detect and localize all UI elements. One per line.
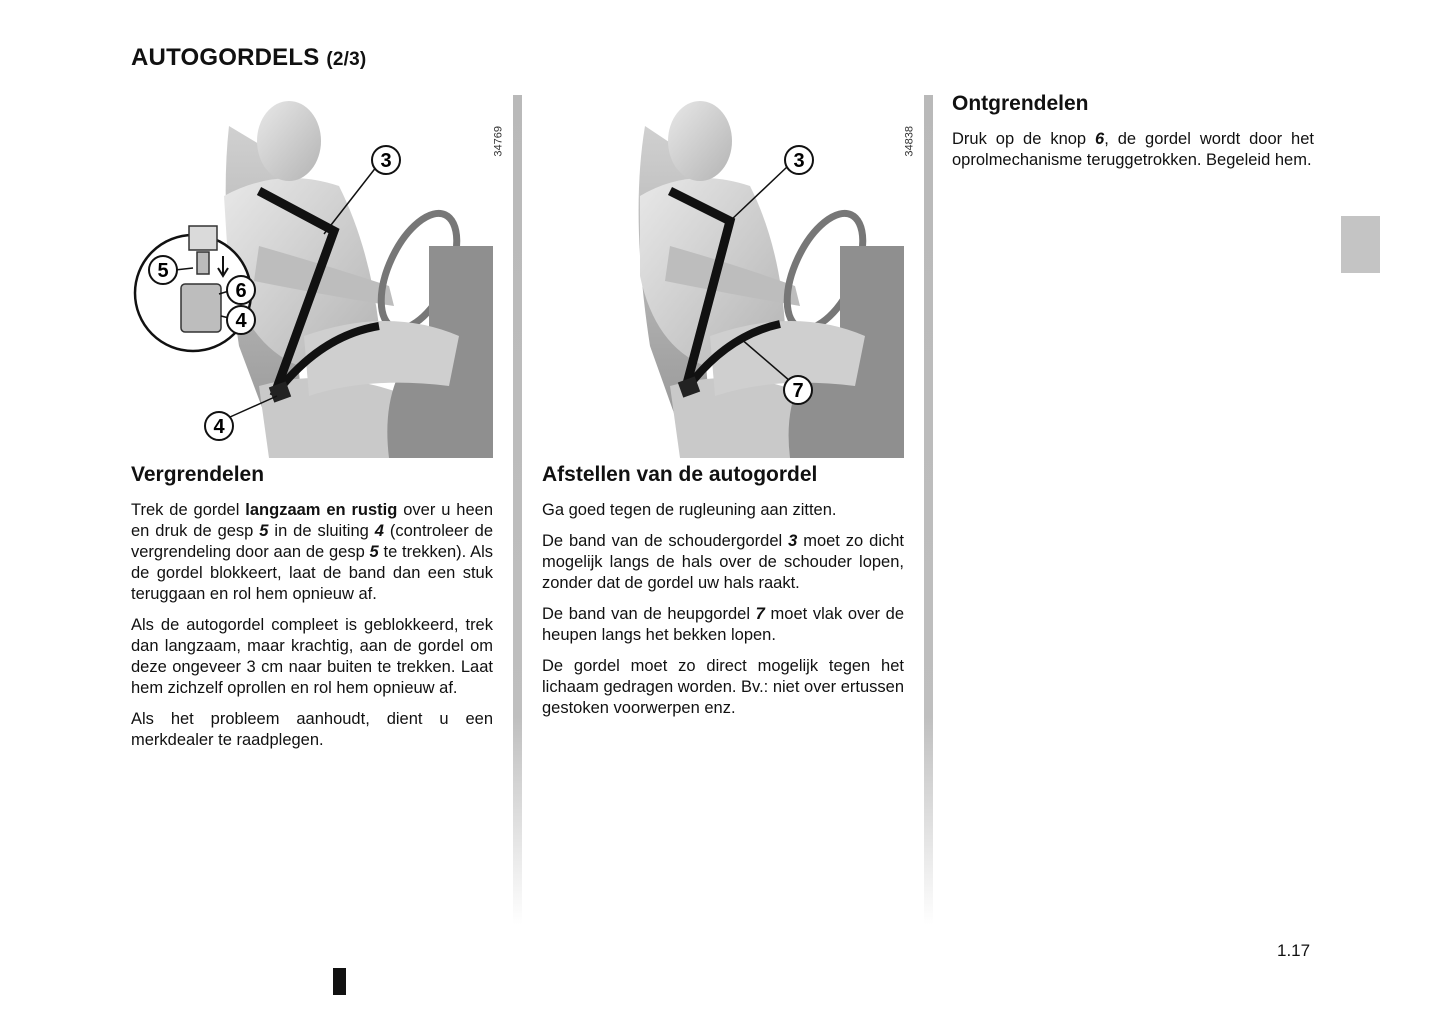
callout-3 [785,146,813,174]
page-number: 1.17 [1277,941,1311,960]
paragraph [131,500,493,605]
column-divider [924,95,933,925]
emphasis-run: langzaam en rustig [245,501,398,519]
emphasis-run: 7 [755,605,765,623]
svg-text:3: 3 [380,150,392,172]
section-heading: Afstellen van de autogordel [542,463,818,486]
paragraph: Als de autogordel compleet is geblokkeerd, trek dan langzaam, maar krachtig, aan de gordel om deze ongeveer 3 cm naar buiten te trekken. Laat hem zichzelf oprollen en rol hem opnieuw af. [131,616,493,697]
text-run: (controleer de vergrendeling door aan de gesp [131,522,494,561]
text-run: De band van de heupgordel [542,605,756,623]
figure-code: 34838 [904,126,916,157]
page-title-text: AUTOGORDELS [131,44,320,71]
svg-text:7: 7 [792,380,804,402]
text-run: De band van de schoudergordel [542,532,789,550]
section-lock [131,462,493,761]
driver-head [668,101,732,181]
driver-head [257,101,321,181]
callout-4 [205,412,233,440]
page-title-suffix: (2/3) [326,49,367,70]
section-unlock [952,91,1314,181]
text-run: , de gordel wordt door het oprolmechanisme teruggetrokken. Begeleid hem. [952,130,1314,169]
text-run: te trekken). Als de gordel blokkeert, laat de band dan een stuk teruggaan en rol hem opnieuw af. [131,543,493,603]
text-run: moet vlak over de heupen langs het bekken lopen. [542,605,905,644]
paragraph: De gordel moet zo direct mogelijk tegen het lichaam gedragen worden. Bv.: niet over ertussen gestoken voorwerpen enz. [542,657,904,717]
figure-adjust-belt [540,96,916,458]
svg-text:3: 3 [793,150,805,172]
paragraph [542,604,904,646]
callout-5 [149,256,177,284]
svg-text:4: 4 [235,310,247,332]
section-heading: Vergrendelen [131,463,265,486]
emphasis-run: 3 [788,532,798,550]
emphasis-run: 4 [374,522,384,540]
paragraph: Ga goed tegen de rugleuning aan zitten. [542,501,837,519]
column-divider [513,95,522,925]
print-mark [333,968,346,995]
svg-text:4: 4 [213,416,225,438]
page-title [131,44,366,72]
callout-6 [227,276,255,304]
text-run: over u heen en druk de gesp [131,501,493,540]
svg-text:6: 6 [235,280,247,302]
text-run: Trek de gordel [131,501,246,519]
figure-adjust-illustration [540,96,904,458]
paragraph [952,129,1314,171]
text-run: Druk op de knop [952,130,1096,148]
emphasis-run: 6 [1095,130,1105,148]
emphasis-run: 5 [259,522,269,540]
callout-4-inset [227,306,255,334]
text-run: in de sluiting [268,522,375,540]
callout-7 [784,376,812,404]
text-run: moet zo dicht mogelijk langs de hals over de schouder lopen, zonder dat de gordel uw hals raakt. [542,532,904,592]
buckle-housing [181,284,221,332]
chapter-tab [1341,216,1380,273]
section-adjust [542,462,904,729]
callout-3 [372,146,400,174]
figure-code: 34769 [493,126,505,157]
svg-text:5: 5 [157,260,169,282]
paragraph: Als het probleem aanhoudt, dient u een merkdealer te raadplegen. [131,710,493,749]
section-heading: Ontgrendelen [952,92,1089,115]
figure-lock-illustration [129,96,493,458]
tongue-plate [189,226,217,250]
emphasis-run: 5 [369,543,379,561]
figure-lock-belt [129,96,505,458]
paragraph [542,531,904,594]
